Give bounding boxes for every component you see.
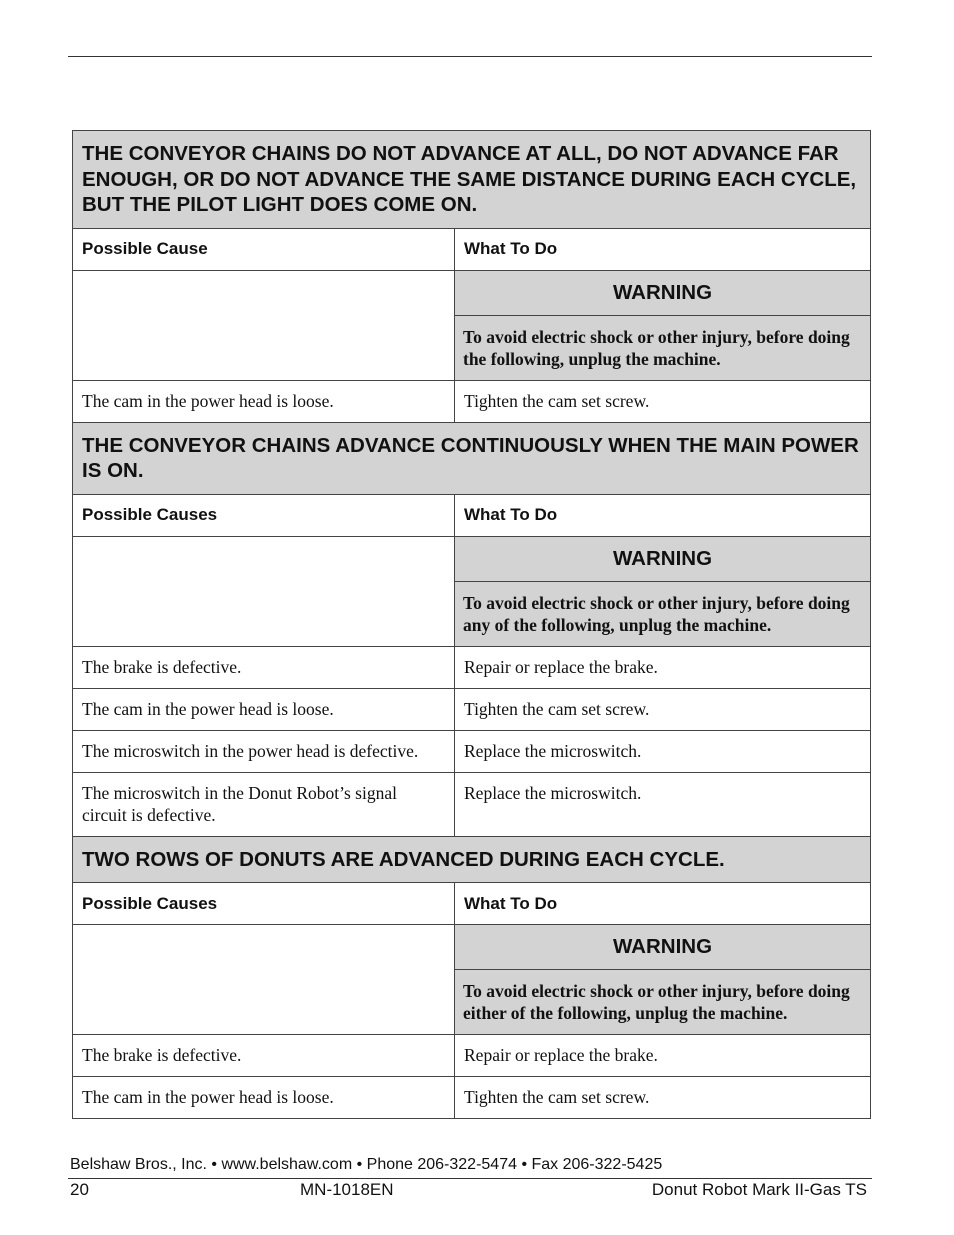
section-title: THE CONVEYOR CHAINS DO NOT ADVANCE AT ALL, DO NOT ADVANCE FAR ENOUGH, OR DO NOT ADVANCE THE SAME DISTANCE DURING EACH CYCLE, BUT THE PILOT LIGHT DOES COME ON. — [73, 131, 871, 229]
empty-cause-cell — [73, 270, 455, 380]
warning-title: WARNING — [455, 271, 870, 316]
section-title: THE CONVEYOR CHAINS ADVANCE CONTINUOUSLY WHEN THE MAIN POWER IS ON. — [73, 422, 871, 494]
cause-column-header: Possible Causes — [73, 883, 455, 925]
warning-text: To avoid electric shock or other injury, before doing any of the following, unplug the machine. — [455, 582, 870, 646]
warning-row — [73, 536, 871, 646]
action-column-header: What To Do — [455, 883, 871, 925]
document-number: MN-1018EN — [300, 1180, 394, 1199]
action-cell: Tighten the cam set screw. — [455, 688, 871, 730]
table-row — [73, 380, 871, 422]
warning-cell — [455, 270, 871, 380]
section-header — [73, 131, 871, 229]
footer-contact-line: Belshaw Bros., Inc. • www.belshaw.com • Phone 206-322-5474 • Fax 206-322-5425 — [70, 1156, 663, 1173]
table-row — [73, 1077, 871, 1119]
page-number: 20 — [70, 1180, 89, 1199]
cause-cell: The brake is defective. — [73, 646, 455, 688]
action-column-header: What To Do — [455, 228, 871, 270]
section-header — [73, 422, 871, 494]
warning-title: WARNING — [455, 925, 870, 970]
cause-cell: The cam in the power head is loose. — [73, 688, 455, 730]
cause-cell: The brake is defective. — [73, 1035, 455, 1077]
column-header-row — [73, 883, 871, 925]
empty-cause-cell — [73, 536, 455, 646]
column-header-row — [73, 494, 871, 536]
empty-cause-cell — [73, 925, 455, 1035]
column-header-row — [73, 228, 871, 270]
action-cell: Repair or replace the brake. — [455, 646, 871, 688]
cause-cell: The microswitch in the Donut Robot’s signal circuit is defective. — [73, 772, 455, 836]
warning-cell — [455, 925, 871, 1035]
warning-row — [73, 925, 871, 1035]
model-name: Donut Robot Mark II-Gas TS — [651, 1180, 867, 1199]
cause-cell: The cam in the power head is loose. — [73, 380, 455, 422]
warning-title: WARNING — [455, 537, 870, 582]
section-title: TWO ROWS OF DONUTS ARE ADVANCED DURING EACH CYCLE. — [73, 836, 871, 883]
cause-column-header: Possible Cause — [73, 228, 455, 270]
action-cell: Replace the microswitch. — [455, 730, 871, 772]
action-column-header: What To Do — [455, 494, 871, 536]
table-row — [73, 730, 871, 772]
warning-text: To avoid electric shock or other injury, before doing the following, unplug the machine. — [455, 316, 870, 380]
warning-cell — [455, 536, 871, 646]
action-cell: Replace the microswitch. — [455, 772, 871, 836]
action-cell: Tighten the cam set screw. — [455, 1077, 871, 1119]
table-row — [73, 646, 871, 688]
table-row — [73, 1035, 871, 1077]
warning-row — [73, 270, 871, 380]
table-row — [73, 688, 871, 730]
cause-cell: The cam in the power head is loose. — [73, 1077, 455, 1119]
footer-rule — [68, 1178, 872, 1179]
warning-text: To avoid electric shock or other injury, before doing either of the following, unplug the machine. — [455, 970, 870, 1034]
cause-column-header: Possible Causes — [73, 494, 455, 536]
header-rule — [68, 56, 872, 57]
action-cell: Repair or replace the brake. — [455, 1035, 871, 1077]
action-cell: Tighten the cam set screw. — [455, 380, 871, 422]
troubleshooting-table — [72, 130, 871, 1119]
table-row — [73, 772, 871, 836]
section-header — [73, 836, 871, 883]
cause-cell: The microswitch in the power head is defective. — [73, 730, 455, 772]
